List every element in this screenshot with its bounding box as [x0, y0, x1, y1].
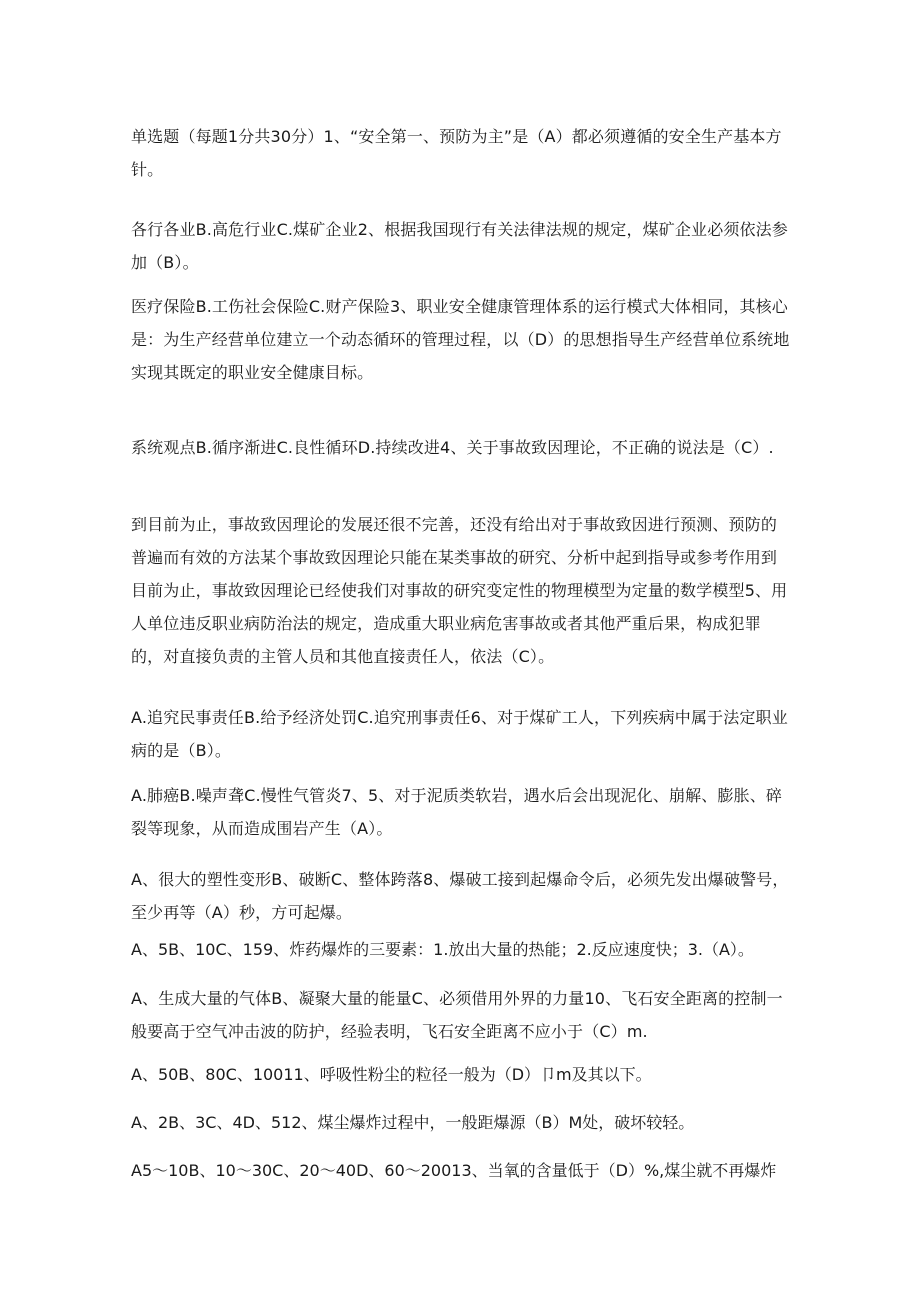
paragraph-7: A.肺癌B.噪声聋C.慢性气管炎7、5、对于泥质类软岩，遇水后会出现泥化、崩解、膨胀、碎裂等现象，从而造成围岩产生（A）。: [131, 786, 783, 838]
paragraph-11: A、50B、80C、10011、呼吸性粉尘的粒径一般为（D）卩m及其以下。: [131, 1065, 652, 1084]
paragraph-2: 各行各业B.高危行业C.煤矿企业2、根据我国现行有关法律法规的规定，煤矿企业必须依法参加（B）。: [131, 220, 788, 272]
paragraph-8: A、很大的塑性变形B、破断C、整体跨落8、爆破工接到起爆命令后，必须先发出爆破警号，至少再等（A）秒，方可起爆。: [131, 870, 789, 922]
paragraph-1: 单选题（每题1分共30分）1、“安全第一、预防为主”是（A）都必须遵循的安全生产基本方针。: [131, 127, 782, 179]
paragraph-12: A、2B、3C、4D、512、煤尘爆炸过程中，一般距爆源（B）M处，破坏较轻。: [131, 1113, 695, 1132]
paragraph-10: A、生成大量的气体B、凝聚大量的能量C、必须借用外界的力量10、飞石安全距离的控制一般要高于空气冲击波的防护，经验表明，飞石安全距离不应小于（C）m.: [131, 989, 783, 1041]
paragraph-9: A、5B、10C、159、炸药爆炸的三要素：1.放出大量的热能；2.反应速度快；3.（A）。: [131, 940, 754, 959]
paragraph-4: 系统观点B.循序渐进C.良性循环D.持续改进4、关于事故致因理论，不正确的说法是（C）.: [131, 438, 774, 457]
paragraph-5: 到目前为止，事故致因理论的发展还很不完善，还没有给出对于事故致因进行预测、预防的普遍而有效的方法某个事故致因理论只能在某类事故的研究、分析中起到指导或参考作用到目前为止，事故致因理论已经使我们对事故的研究变定性的物理模型为定量的数学模型5、用人单位违反职业病防治法的规定，造成重大职业病危害事故或者其他严重后果，构成犯罪的，对直接负责的主管人员和其他直接责任人，依法（C）。: [131, 515, 788, 666]
paragraph-13: A5～10B、10～30C、20～40D、60～20013、当氧的含量低于（D）%,煤尘就不再爆炸: [131, 1161, 777, 1180]
paragraph-6: A.追究民事责任B.给予经济处罚C.追究刑事责任6、对于煤矿工人，下列疾病中属于法定职业病的是（B）。: [131, 708, 788, 760]
paragraph-3: 医疗保险B.工伤社会保险C.财产保险3、职业安全健康管理体系的运行模式大体相同，其核心是：为生产经营单位建立一个动态循环的管理过程，以（D）的思想指导生产经营单位系统地实现其既定的职业安全健康目标。: [131, 297, 790, 382]
